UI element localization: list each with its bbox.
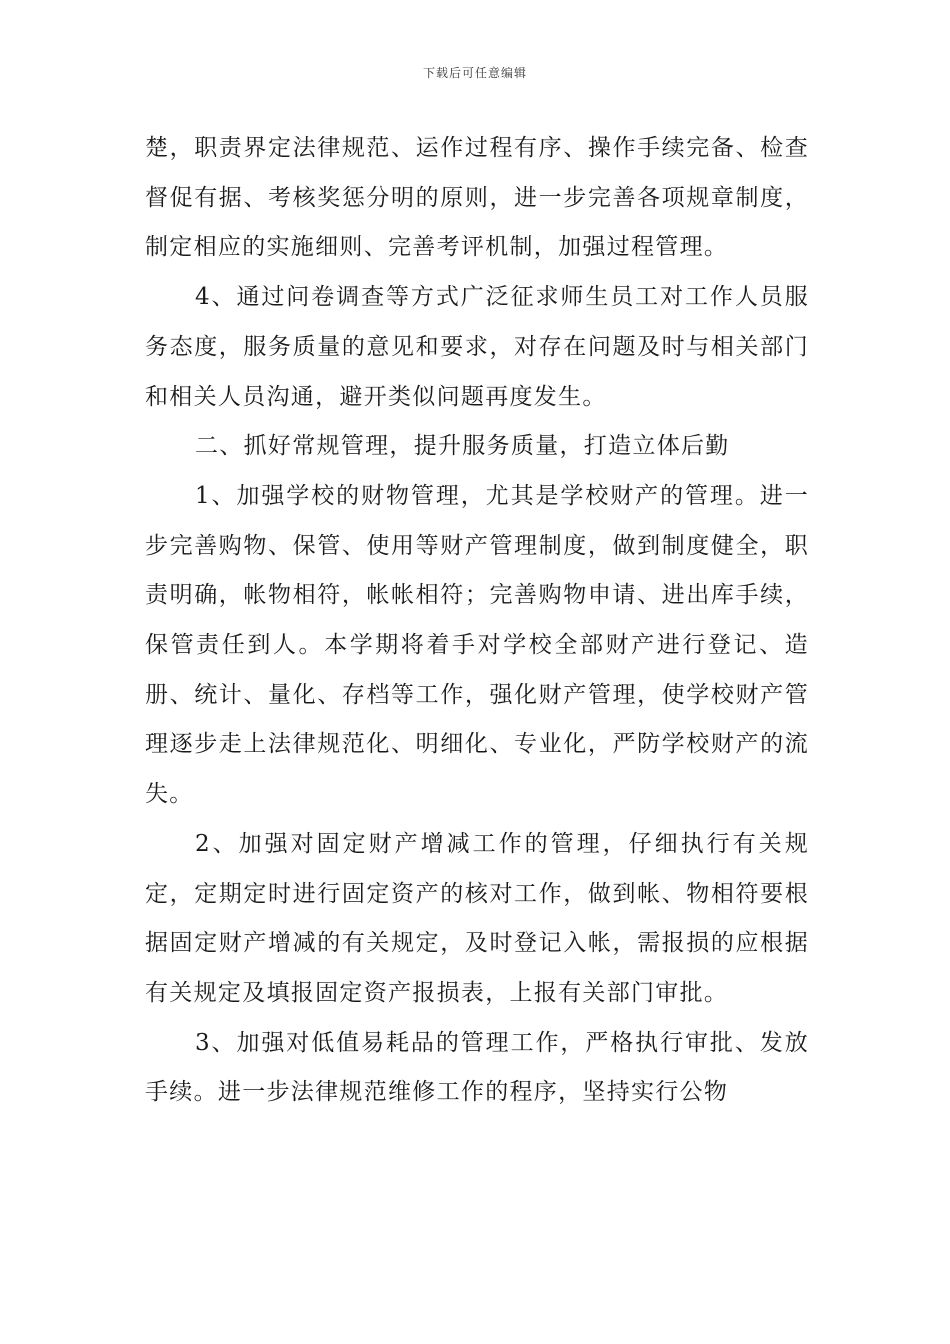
paragraph-item-3: 3、加强对低值易耗品的管理工作，严格执行审批、发放手续。进一步法律规范维修工作的程序，坚持实行公物: [145, 1029, 809, 1106]
section-heading-two: 二、抓好常规管理，提升服务质量，打造立体后勤: [195, 433, 730, 460]
paragraph-item-1: 1、加强学校的财物管理，尤其是学校财产的管理。进一步完善购物、保管、使用等财产管理制度，做到制度健全，职责明确，帐物相符，帐帐相符；完善购物申请、进出库手续，保管责任到人。本学期将着手对学校全部财产进行登记、造册、统计、量化、存档等工作，强化财产管理，使学校财产管理逐步走上法律规范化、明细化、专业化，严防学校财产的流失。: [145, 482, 809, 808]
paragraph-item-2: 2、加强对固定财产增减工作的管理，仔细执行有关规定，定期定时进行固定资产的核对工作，做到帐、物相符要根据固定财产增减的有关规定，及时登记入帐，需报损的应根据有关规定及填报固定资产报损表，上报有关部门审批。: [145, 830, 809, 1006]
document-body: [145, 124, 809, 1118]
download-note: 下载后可任意编辑: [422, 66, 527, 80]
paragraph-continuation: 楚，职责界定法律规范、运作过程有序、操作手续完备、检查督促有据、考核奖惩分明的原则，进一步完善各项规章制度，制定相应的实施细则、完善考评机制，加强过程管理。: [145, 135, 809, 261]
paragraph-item-4: 4、通过问卷调查等方式广泛征求师生员工对工作人员服务态度，服务质量的意见和要求，对存在问题及时与相关部门和相关人员沟通，避开类似问题再度发生。: [145, 284, 809, 410]
